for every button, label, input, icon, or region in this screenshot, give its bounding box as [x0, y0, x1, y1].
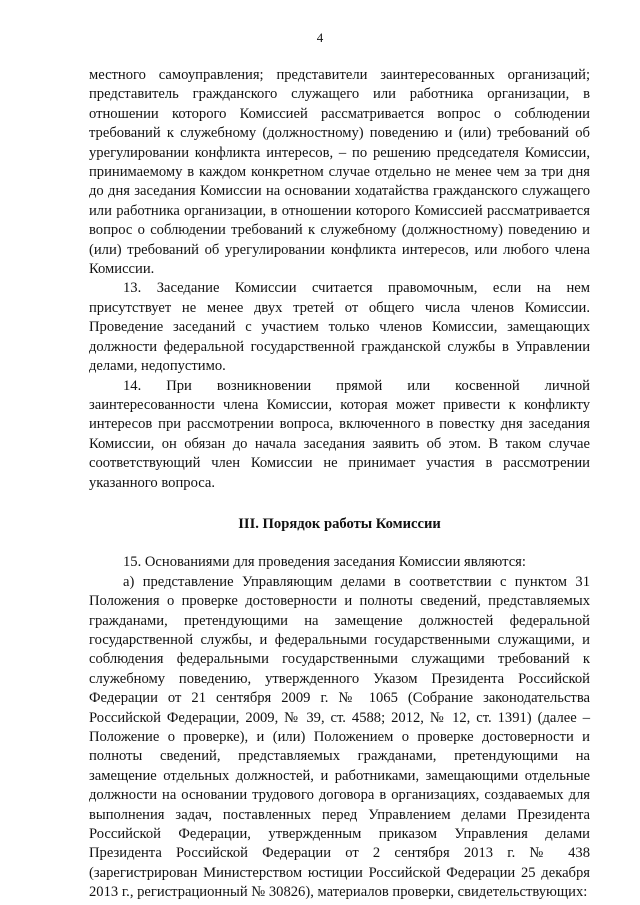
paragraph-item-15a: а) представление Управляющим делами в соответствии с пунктом 31 Положения о проверке достоверности и полноты сведений, представляемых гражданами, претендующими на замещение должностей федеральной государственной службы, и федеральными государственными служащими, и соблюдения федеральными государственными служащими требований к служебному поведению, утвержденного Указом Президента Российской Федерации от 21 сентября 2009 г. № 1065 (Собрание законодательства Российской Федерации, 2009, № 39, ст. 4588; 2012, № 12, ст. 1391) (далее – Положение о проверке), и (или) Положением о проверке достоверности и полноты сведений, представляемых гражданами, претендующими на замещение отдельных должностей, и работниками, замещающими отдельные должности на основании трудового договора в организациях, создаваемых для выполнения задач, поставленных перед Управлением делами Президента Российской Федерации, утвержденным приказом Управления делами Президента Российской Федерации от 2 сентября 2013 г. № 438 (зарегистрирован Министерством юстиции Российской Федерации 25 декабря 2013 г., регистрационный № 30826), материалов проверки, свидетельствующих: [89, 573, 590, 901]
page-content [89, 66, 590, 903]
paragraph-continuation-12: местного самоуправления; представители заинтересованных организаций; представитель гражданского служащего или работника организации, в отношении которого Комиссией рассматривается вопрос о соблюдении требований к служебному (должностному) поведению и (или) требований об урегулировании конфликта интересов, – по решению председателя Комиссии, принимаемому в каждом конкретном случае отдельно не менее чем за три дня до дня заседания Комиссии на основании ходатайства гражданского служащего или работника организации, в отношении которого Комиссией рассматривается вопрос о соблюдении требований к служебному (должностному) поведению и (или) требований об урегулировании конфликта интересов, или любого члена Комиссии. [89, 67, 590, 278]
paragraph-item-13: 13. Заседание Комиссии считается правомочным, если на нем присутствует не менее двух третей от общего числа членов Комиссии. Проведение заседаний с участием только членов Комиссии, замещающих должности федеральной государственной гражданской службы в Управлении делами, недопустимо. [89, 280, 590, 375]
paragraph-item-14: 14. При возникновении прямой или косвенной личной заинтересованности члена Комиссии, которая может привести к конфликту интересов при рассмотрении вопроса, включенного в повестку дня заседания Комиссии, он обязан до начала заседания заявить об этом. В таком случае соответствующий член Комиссии не принимает участия в рассмотрении указанного вопроса. [89, 377, 590, 491]
page-number: 4 [316, 30, 324, 45]
section-heading: III. Порядок работы Комиссии [238, 515, 441, 532]
paragraph-item-15: 15. Основаниями для проведения заседания Комиссии являются: [123, 554, 526, 571]
